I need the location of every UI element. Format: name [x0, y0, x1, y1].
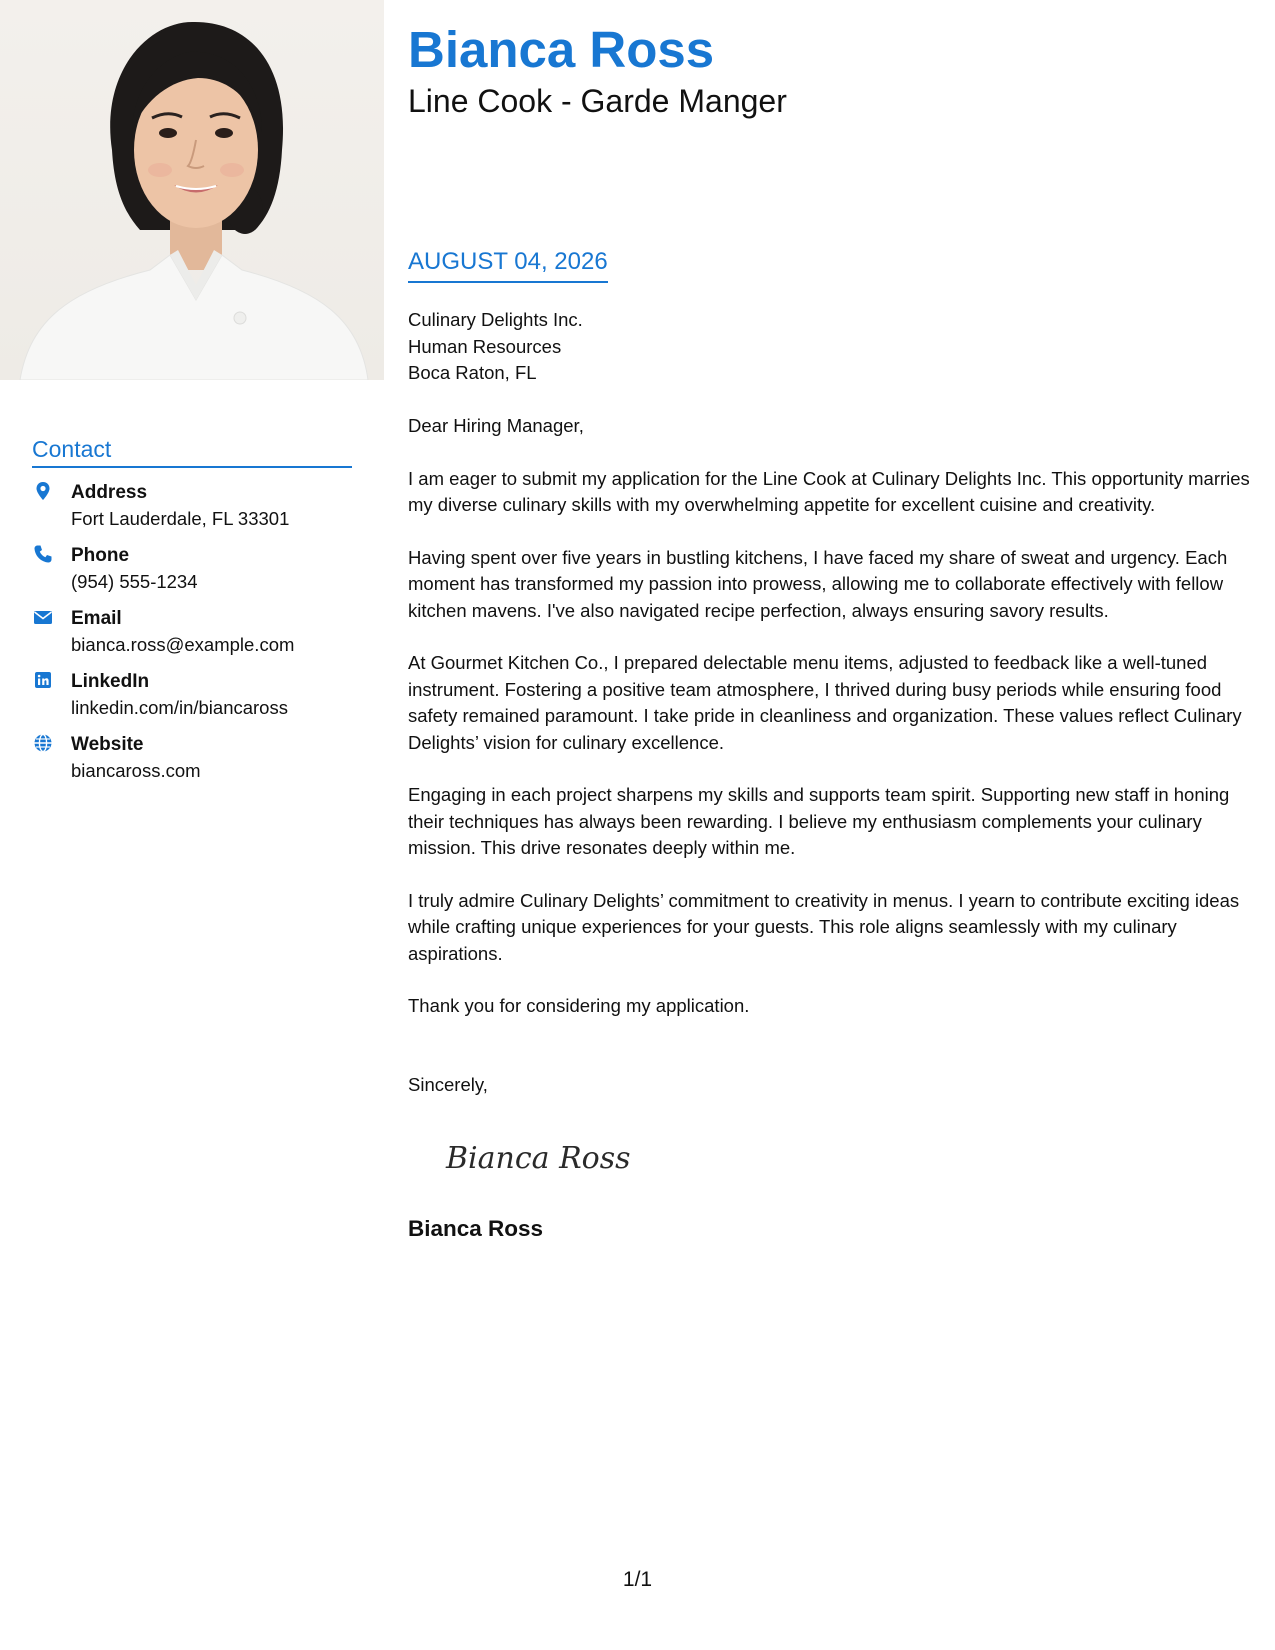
- globe-icon: [33, 733, 53, 753]
- letter-paragraph: At Gourmet Kitchen Co., I prepared delectable menu items, adjusted to feedback like a well-tuned instrument. Fostering a positive team atmosphere, I thrived during busy periods while ensuring food safety remained paramount. I take pride in cleanliness and organization. These values reflect Culinary Delights’ vision for culinary excellence.: [408, 652, 1242, 753]
- contact-heading: Contact: [32, 436, 352, 468]
- handwritten-signature: [442, 1132, 642, 1182]
- letter-date: AUGUST 04, 2026: [408, 248, 608, 283]
- linkedin-icon: [33, 670, 53, 690]
- map-pin-icon: [33, 481, 53, 501]
- job-title: Line Cook - Garde Manger: [408, 83, 787, 119]
- sidebar: [0, 0, 384, 1650]
- signature-script: Bianca Ross: [446, 1141, 631, 1176]
- signature-name: Bianca Ross: [408, 1216, 544, 1241]
- envelope-icon: [33, 607, 53, 627]
- salutation: Dear Hiring Manager,: [408, 415, 584, 436]
- contact-phone: [32, 543, 352, 594]
- contact-label: Address: [71, 482, 148, 504]
- letter-paragraph: I am eager to submit my application for the Line Cook at Culinary Delights Inc. This opportunity marries my diverse culinary skills with my overwhelming appetite for excellent cuisine and creativity.: [408, 467, 1250, 515]
- contact-linkedin: [32, 669, 352, 720]
- profile-photo: [0, 0, 384, 380]
- page-number: 1/1: [622, 1568, 653, 1591]
- letter-paragraph: Engaging in each project sharpens my skills and supports team spirit. Supporting new staff in honing their techniques has always been rewarding. I believe my enthusiasm complements your culinary mission. This drive resonates deeply within me.: [408, 784, 1230, 858]
- letter-body: [408, 413, 1253, 1046]
- contact-value[interactable]: linkedin.com/in/biancaross: [71, 697, 288, 719]
- applicant-name: Bianca Ross: [408, 21, 715, 78]
- letter-paragraph: I truly admire Culinary Delights’ commitment to creativity in menus. I yearn to contribute exciting ideas while crafting unique experiences for your guests. This role aligns seamlessly with my culinary aspirations.: [408, 889, 1240, 964]
- contact-address: [32, 480, 352, 531]
- contact-value: Fort Lauderdale, FL 33301: [71, 508, 290, 530]
- contact-label: LinkedIn: [71, 671, 150, 693]
- recipient-company: Culinary Delights Inc.: [408, 309, 583, 330]
- recipient-block: [408, 307, 583, 387]
- phone-icon: [33, 544, 53, 564]
- contact-section: [32, 436, 352, 795]
- contact-website: [32, 732, 352, 783]
- letter-paragraph: Having spent over five years in bustling kitchens, I have faced my share of sweat and urgency. Each moment has transformed my passion into prowess, allowing me to collaborate effectively with fellow kitchen mavens. I've also navigated recipe perfection, always ensuring savory results.: [408, 546, 1228, 621]
- closing: Sincerely,: [408, 1074, 488, 1095]
- contact-value: bianca.ross@example.com: [71, 634, 295, 656]
- recipient-location: Boca Raton, FL: [408, 362, 537, 383]
- contact-email: [32, 606, 352, 657]
- contact-label: Website: [71, 734, 144, 756]
- contact-label: Email: [71, 608, 122, 630]
- contact-value[interactable]: biancaross.com: [71, 760, 201, 782]
- letter-paragraph: Thank you for considering my application.: [408, 995, 750, 1016]
- recipient-department: Human Resources: [408, 335, 562, 357]
- profile-photo-illustration: [0, 0, 384, 380]
- contact-value: (954) 555-1234: [71, 571, 198, 593]
- contact-label: Phone: [71, 545, 130, 567]
